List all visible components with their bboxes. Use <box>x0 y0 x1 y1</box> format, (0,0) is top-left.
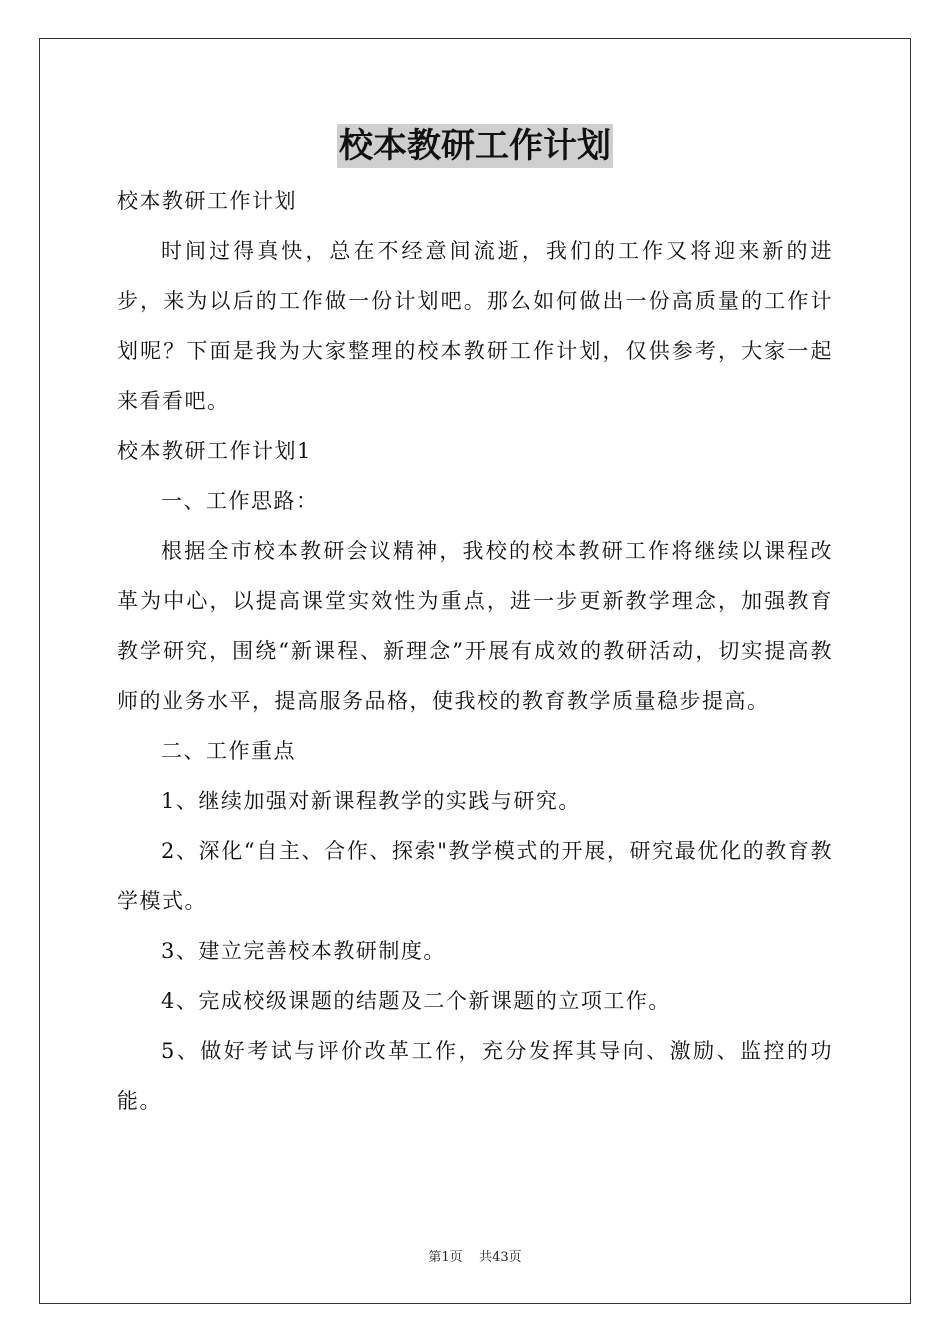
page-total: 共43页 <box>479 1250 522 1265</box>
heading-work-approach: 一、工作思路： <box>161 489 319 513</box>
list-item: 3、建立完善校本教研制度。 <box>161 939 446 963</box>
approach-paragraph: 根据全市校本教研会议精神，我校的校本教研工作将继续以课程改革为中心，以提高课堂实效性为重点，进一步更新教学理念，加强教育教学研究，围绕“新课程、新理念”开展有成效的教研活动，切实提高教师的业务水平，提高服务品格，使我校的教育教学质量稳步提高。 <box>117 539 833 713</box>
title-container <box>0 124 950 168</box>
list-item: 4、完成校级课题的结题及二个新课题的立项工作。 <box>161 989 671 1013</box>
document-body <box>117 176 833 1126</box>
intro-paragraph: 时间过得真快，总在不经意间流逝，我们的工作又将迎来新的进步，来为以后的工作做一份计划吧。那么如何做出一份高质量的工作计划呢？下面是我为大家整理的校本教研工作计划，仅供参考，大家一起来看看吧。 <box>117 239 833 413</box>
list-item: 5、做好考试与评价改革工作，充分发挥其导向、激励、监控的功能。 <box>117 1039 833 1113</box>
heading-work-focus: 二、工作重点 <box>161 739 296 763</box>
page-footer <box>0 1246 950 1265</box>
section-heading: 校本教研工作计划1 <box>117 439 312 463</box>
page-number: 第1页 <box>428 1250 463 1265</box>
document-title: 校本教研工作计划 <box>339 126 611 166</box>
list-item: 1、继续加强对新课程教学的实践与研究。 <box>161 789 581 813</box>
subtitle-paragraph: 校本教研工作计划 <box>117 189 297 213</box>
list-item: 2、深化“自主、合作、探索"教学模式的开展，研究最优化的教育教学模式。 <box>117 839 833 913</box>
